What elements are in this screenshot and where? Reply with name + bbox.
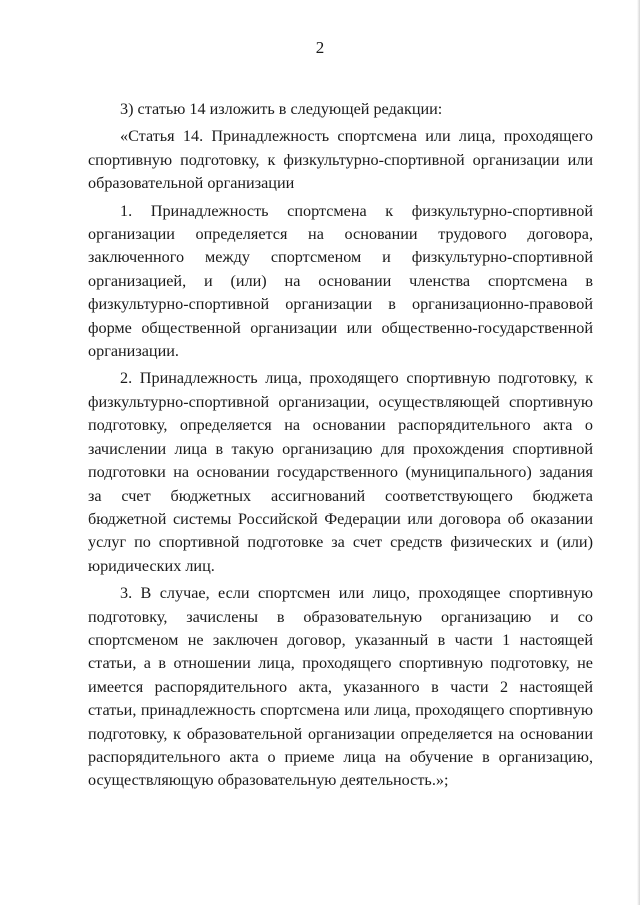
page-number: 2	[315, 38, 325, 57]
document-body	[88, 98, 593, 797]
article-part-3: 3. В случае, если спортсмен или лицо, проходящее спортивную подготовку, зачислены в образовательную организацию и со спортсменом не заключен договор, указанный в части 1 настоящей статьи, а в отношении лица, проходящего спортивную подготовку, не имеется распорядительного акта, указанного в части 2 настоящей статьи, принадлежность спортсмена или лица, проходящего спортивную подготовку, к образовательной организации определяется на основании распорядительного акта о приеме лица на обучение в организацию, осуществляющую образовательную деятельность.»;	[88, 584, 593, 790]
article-heading: «Статья 14. Принадлежность спортсмена или лица, проходящего спортивную подготовку, к физкультурно-спортивной организации или образовательной организации	[88, 127, 593, 193]
article-part-2: 2. Принадлежность лица, проходящего спортивную подготовку, к физкультурно-спортивной организации, осуществляющей спортивную подготовку, определяется на основании распорядительного акта о зачислении лица в такую организацию для прохождения спортивной подготовки на основании государственного (муниципального) задания за счет бюджетных ассигнований соответствующего бюджета бюджетной системы Российской Федерации или договора об оказании услуг по спортивной подготовке за счет средств физических и (или) юридических лиц.	[88, 369, 593, 575]
article-part-1: 1. Принадлежность спортсмена к физкультурно-спортивной организации определяется на основании трудового договора, заключенного между спортсменом и физкультурно-спортивной организацией, и (или) на основании членства спортсмена в физкультурно-спортивной организации в организационно-правовой форме общественной организации или общественно-государственной организации.	[88, 201, 593, 361]
amendment-intro: 3) статью 14 изложить в следующей редакции:	[120, 100, 443, 118]
